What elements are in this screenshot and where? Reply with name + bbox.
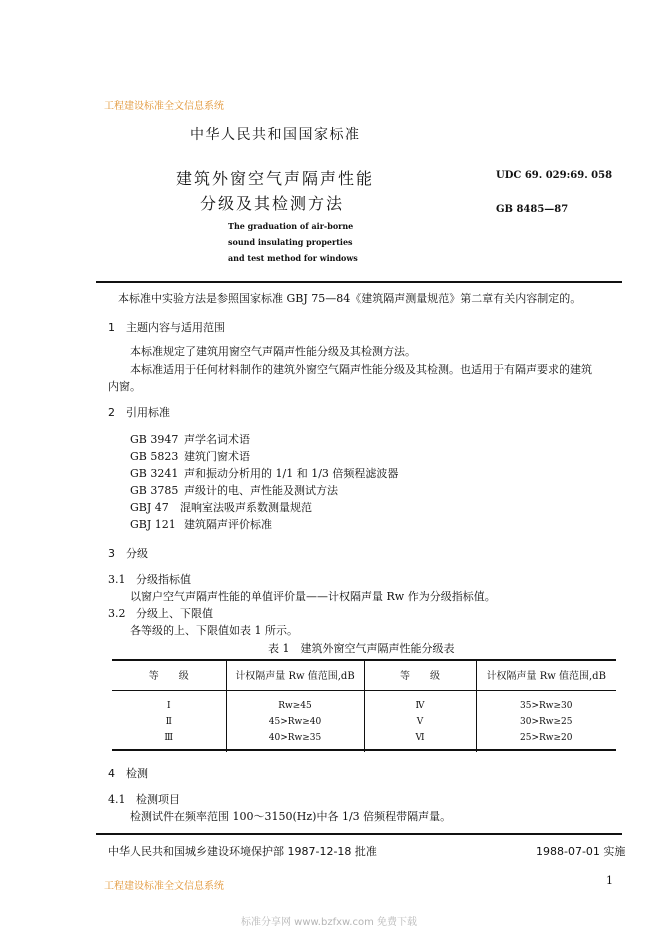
reference-item bbox=[130, 448, 250, 465]
footer-rule bbox=[96, 833, 622, 835]
table-cell: 25>Rw≥20 bbox=[520, 733, 573, 743]
reference-item bbox=[130, 431, 250, 448]
document-title-line2: 分级及其检测方法 bbox=[200, 194, 345, 213]
subsection-number: 3.1 bbox=[108, 573, 126, 586]
watermark-top: 工程建设标准全文信息系统 bbox=[104, 101, 224, 112]
reference-code: GBJ 47 bbox=[130, 501, 169, 514]
subsection-3-1-text: 以窗户空气声隔声性能的单值评价量——计权隔声量 Rw 作为分级指标值。 bbox=[130, 590, 496, 603]
section-1-heading: 1 主题内容与适用范围 bbox=[108, 321, 225, 334]
reference-code: GB 3785 bbox=[130, 484, 179, 497]
page-number: 1 bbox=[606, 874, 613, 887]
subsection-4-1 bbox=[108, 791, 180, 808]
gb-code: GB 8485—87 bbox=[496, 204, 569, 215]
reference-code: GB 5823 bbox=[130, 450, 179, 463]
table-cell: Ⅱ bbox=[112, 714, 226, 730]
table-header-cell: 计权隔声量 Rw 值范围,dB bbox=[476, 660, 616, 690]
national-standard-heading: 中华人民共和国国家标准 bbox=[190, 127, 361, 143]
table-caption: 表 1 建筑外窗空气声隔声性能分级表 bbox=[268, 642, 455, 655]
intro-paragraph: 本标准中实验方法是参照国家标准 GBJ 75—84《建筑隔声测量规范》第二章有关内容制定的。 bbox=[118, 292, 582, 305]
document-title-line1: 建筑外窗空气声隔声性能 bbox=[176, 169, 375, 188]
subsection-3-2 bbox=[108, 605, 213, 622]
table-row bbox=[112, 714, 616, 730]
table-row bbox=[112, 730, 616, 752]
table-header-row bbox=[112, 660, 616, 690]
subsection-title: 检测项目 bbox=[136, 793, 180, 806]
english-title-line3: and test method for windows bbox=[228, 253, 358, 263]
table-header-cell: 等 级 bbox=[112, 660, 226, 690]
watermark-bottom: 工程建设标准全文信息系统 bbox=[104, 881, 224, 892]
table-header-cell: 计权隔声量 Rw 值范围,dB bbox=[226, 660, 364, 690]
subsection-title: 分级上、下限值 bbox=[136, 607, 213, 620]
table-cell: Ⅳ bbox=[364, 690, 476, 714]
reference-item bbox=[130, 465, 398, 482]
section-1-paragraph-1: 本标准规定了建筑用窗空气声隔声性能分级及其检测方法。 bbox=[130, 345, 416, 358]
table-cell: 45>Rw≥40 bbox=[226, 714, 364, 730]
header-rule bbox=[96, 281, 622, 283]
table-row bbox=[112, 690, 616, 714]
reference-code: GB 3947 bbox=[130, 433, 179, 446]
section-1-paragraph-2-cont: 内窗。 bbox=[108, 380, 141, 393]
reference-name: 建筑隔声评价标准 bbox=[184, 518, 272, 531]
subsection-number: 3.2 bbox=[108, 607, 126, 620]
reference-item bbox=[130, 482, 338, 499]
table-cell: Ⅵ bbox=[364, 730, 476, 752]
table-cell: Ⅲ bbox=[112, 730, 226, 752]
table-cell: Rw≥45 bbox=[226, 690, 364, 714]
subsection-4-1-text: 检测试件在频率范围 100～3150(Hz)中各 1/3 倍频程带隔声量。 bbox=[130, 810, 452, 823]
subsection-3-1 bbox=[108, 571, 191, 588]
reference-name: 建筑门窗术语 bbox=[184, 450, 250, 463]
section-3-heading: 3 分级 bbox=[108, 547, 148, 560]
english-title-line1: The graduation of air-borne bbox=[228, 221, 354, 231]
table-cell: Ⅴ bbox=[364, 714, 476, 730]
udc-code: UDC 69. 029:69. 058 bbox=[496, 170, 613, 181]
grade-table bbox=[112, 660, 616, 752]
subsection-title: 分级指标值 bbox=[136, 573, 191, 586]
table-header-cell: 等 级 bbox=[364, 660, 476, 690]
reference-code: GBJ 121 bbox=[130, 518, 176, 531]
table-cell: 30>Rw≥25 bbox=[520, 717, 573, 727]
subsection-number: 4.1 bbox=[108, 793, 126, 806]
reference-name: 声级计的电、声性能及测试方法 bbox=[184, 484, 338, 497]
reference-code: GB 3241 bbox=[130, 467, 179, 480]
section-1-paragraph-2: 本标准适用于任何材料制作的建筑外窗空气隔声性能分级及其检测。也适用于有隔声要求的建筑 bbox=[130, 363, 592, 376]
table-cell: 35>Rw≥30 bbox=[520, 701, 573, 712]
reference-item bbox=[130, 499, 312, 516]
section-2-heading: 2 引用标准 bbox=[108, 406, 170, 419]
reference-name: 混响室法吸声系数测量规范 bbox=[180, 501, 312, 514]
table-cell: Ⅰ bbox=[112, 690, 226, 714]
subsection-3-2-text: 各等级的上、下限值如表 1 所示。 bbox=[130, 624, 298, 637]
approval-line: 中华人民共和国城乡建设环境保护部 1987-12-18 批准 bbox=[108, 845, 377, 858]
reference-item bbox=[130, 516, 272, 533]
section-4-heading: 4 检测 bbox=[108, 767, 148, 780]
reference-name: 声学名词术语 bbox=[184, 433, 250, 446]
reference-name: 声和振动分析用的 1/1 和 1/3 倍频程滤波器 bbox=[184, 467, 399, 480]
site-footer-link[interactable]: 标准分享网 www.bzfxw.com 免费下载 bbox=[241, 917, 417, 928]
english-title-line2: sound insulating properties bbox=[228, 237, 353, 247]
effective-date: 1988-07-01 实施 bbox=[536, 845, 626, 858]
table-cell: 40>Rw≥35 bbox=[226, 730, 364, 752]
